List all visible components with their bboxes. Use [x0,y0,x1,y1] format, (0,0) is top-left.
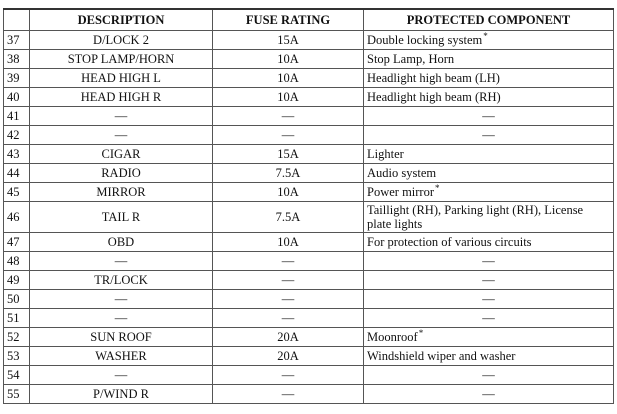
fuse-number [4,69,30,88]
table-header [4,9,614,31]
table-row [4,88,614,107]
protected-component-text: — [482,254,495,268]
fuse-description-text: WASHER [95,349,147,363]
fuse-description-text: — [114,292,128,306]
protected-component [364,202,614,233]
fuse-number-text: 42 [7,128,20,142]
fuse-description-text: SUN ROOF [90,330,152,344]
fuse-description [30,309,213,328]
fuse-rating [213,126,364,145]
fuse-rating [213,31,364,50]
protected-component-text: — [482,387,495,401]
fuse-rating-text: — [281,109,295,123]
table-row [4,145,614,164]
protected-component-text: Audio system [367,166,437,180]
fuse-number [4,309,30,328]
fuse-description [30,183,213,202]
fuse-description [30,202,213,233]
fuse-rating [213,164,364,183]
protected-component [364,309,614,328]
fuse-number [4,126,30,145]
protected-component-text: — [482,368,495,382]
header-protected-component: PROTECTED COMPONENT [364,9,614,31]
fuse-description [30,252,213,271]
protected-component-text: — [482,109,495,123]
protected-component [364,271,614,290]
fuse-rating-text: 10A [277,235,299,249]
fuse-table [3,8,614,404]
fuse-number [4,328,30,347]
table-row [4,164,614,183]
fuse-rating-text: 10A [277,52,299,66]
fuse-description [30,385,213,404]
protected-component-text: Stop Lamp, Horn [367,52,455,66]
fuse-description [30,164,213,183]
fuse-number [4,366,30,385]
fuse-number-text: 55 [7,387,20,401]
fuse-description [30,233,213,252]
fuse-number-text: 37 [7,33,20,47]
fuse-rating [213,88,364,107]
protected-component-text: Headlight high beam (LH) [367,71,500,85]
fuse-rating [213,233,364,252]
fuse-number-text: 40 [7,90,20,104]
fuse-description [30,31,213,50]
fuse-rating-text: 15A [277,147,299,161]
fuse-description [30,145,213,164]
protected-component-text: — [482,292,495,306]
fuse-description-text: HEAD HIGH L [81,71,161,85]
fuse-description [30,88,213,107]
fuse-number-text: 46 [7,210,20,224]
fuse-description-text: D/LOCK 2 [93,33,149,47]
fuse-description-text: RADIO [101,166,141,180]
protected-component-text: Windshield wiper and washer [367,349,516,363]
fuse-rating-text: — [281,368,295,382]
protected-component [364,252,614,271]
header-row [4,9,614,31]
fuse-description [30,126,213,145]
fuse-number [4,31,30,50]
protected-component [364,164,614,183]
fuse-number-text: 41 [7,109,20,123]
fuse-number [4,164,30,183]
fuse-description [30,69,213,88]
fuse-number [4,233,30,252]
fuse-number [4,290,30,309]
table-row [4,183,614,202]
protected-component [364,126,614,145]
protected-component [364,31,614,50]
fuse-description-text: — [114,109,128,123]
fuse-description [30,271,213,290]
fuse-rating [213,183,364,202]
fuse-number [4,385,30,404]
protected-component [364,290,614,309]
protected-component [364,145,614,164]
fuse-number [4,202,30,233]
fuse-description-text: STOP LAMP/HORN [67,52,175,66]
fuse-number [4,271,30,290]
fuse-rating-text: — [281,311,295,325]
table-row [4,202,614,233]
fuse-number-text: 54 [7,368,20,382]
fuse-number-text: 43 [7,147,20,161]
protected-component-text: Power mirror [367,185,434,199]
protected-component [364,328,614,347]
protected-component [364,50,614,69]
fuse-rating-text: 10A [277,71,299,85]
table-row [4,69,614,88]
table-row [4,271,614,290]
footnote-star-icon: * [418,327,424,338]
fuse-description-text: TAIL R [101,210,141,224]
fuse-description-text: P/WIND R [93,387,149,401]
fuse-description-text: OBD [107,235,135,249]
header-number [4,9,30,31]
fuse-rating [213,366,364,385]
fuse-number-text: 39 [7,71,20,85]
table-row [4,385,614,404]
fuse-rating [213,385,364,404]
fuse-number [4,347,30,366]
fuse-number-text: 47 [7,235,20,249]
protected-component-text: Moonroof [367,330,418,344]
protected-component-text: For protection of various circuits [367,235,532,249]
fuse-description-text: MIRROR [96,185,146,199]
fuse-rating-text: 20A [277,330,299,344]
table-row [4,309,614,328]
fuse-rating [213,107,364,126]
table-row [4,252,614,271]
fuse-rating [213,309,364,328]
fuse-description-text: CIGAR [101,147,141,161]
header-description: DESCRIPTION [30,9,213,31]
fuse-description-text: — [114,254,128,268]
table-row [4,347,614,366]
table-row [4,328,614,347]
fuse-rating [213,50,364,69]
fuse-number-text: 49 [7,273,20,287]
fuse-rating [213,69,364,88]
fuse-number [4,183,30,202]
fuse-number-text: 44 [7,166,20,180]
protected-component [364,88,614,107]
fuse-description [30,347,213,366]
fuse-rating-text: 20A [277,349,299,363]
fuse-number-text: 38 [7,52,20,66]
protected-component [364,107,614,126]
protected-component-text: Headlight high beam (RH) [367,90,501,104]
protected-component-text: Taillight (RH), Parking light (RH), License plate lights [367,203,584,231]
fuse-number [4,107,30,126]
table-row [4,366,614,385]
protected-component-text: — [482,311,495,325]
fuse-description [30,50,213,69]
protected-component [364,69,614,88]
fuse-rating-text: — [281,273,295,287]
footnote-star-icon: * [435,182,440,193]
protected-component-text: Double locking system [367,33,483,47]
fuse-rating-text: — [281,254,295,268]
fuse-description [30,107,213,126]
fuse-number [4,252,30,271]
fuse-rating-text: 7.5A [275,166,301,180]
fuse-description [30,290,213,309]
fuse-description-text: TR/LOCK [94,273,148,287]
footnote-star-icon: * [483,30,488,41]
fuse-number-text: 53 [7,349,20,363]
table-row [4,31,614,50]
fuse-rating-text: — [281,387,295,401]
fuse-description-text: — [114,368,128,382]
fuse-rating [213,347,364,366]
fuse-rating [213,145,364,164]
fuse-description [30,328,213,347]
fuse-rating-text: 10A [277,185,299,199]
table-row [4,290,614,309]
fuse-description-text: — [114,311,128,325]
protected-component-text: — [482,273,495,287]
table-row [4,126,614,145]
fuse-number-text: 51 [7,311,20,325]
fuse-rating [213,290,364,309]
protected-component [364,347,614,366]
protected-component [364,183,614,202]
fuse-rating [213,271,364,290]
fuse-number [4,50,30,69]
fuse-description-text: — [114,128,128,142]
fuse-number-text: 45 [7,185,20,199]
fuse-number-text: 48 [7,254,20,268]
table-body [4,31,614,404]
fuse-rating-text: — [281,292,295,306]
fuse-rating-text: — [281,128,295,142]
fuse-rating [213,202,364,233]
protected-component-text: Lighter [367,147,404,161]
protected-component-text: — [482,128,495,142]
fuse-number [4,88,30,107]
fuse-number [4,145,30,164]
table-row [4,107,614,126]
header-fuse-rating: FUSE RATING [213,9,364,31]
fuse-description-text: HEAD HIGH R [80,90,162,104]
protected-component [364,385,614,404]
protected-component [364,366,614,385]
fuse-number-text: 52 [7,330,20,344]
fuse-rating [213,328,364,347]
fuse-rating [213,252,364,271]
table-row [4,233,614,252]
fuse-rating-text: 15A [277,33,299,47]
fuse-number-text: 50 [7,292,20,306]
table-row [4,50,614,69]
protected-component [364,233,614,252]
fuse-rating-text: 7.5A [275,210,301,224]
fuse-description [30,366,213,385]
fuse-rating-text: 10A [277,90,299,104]
